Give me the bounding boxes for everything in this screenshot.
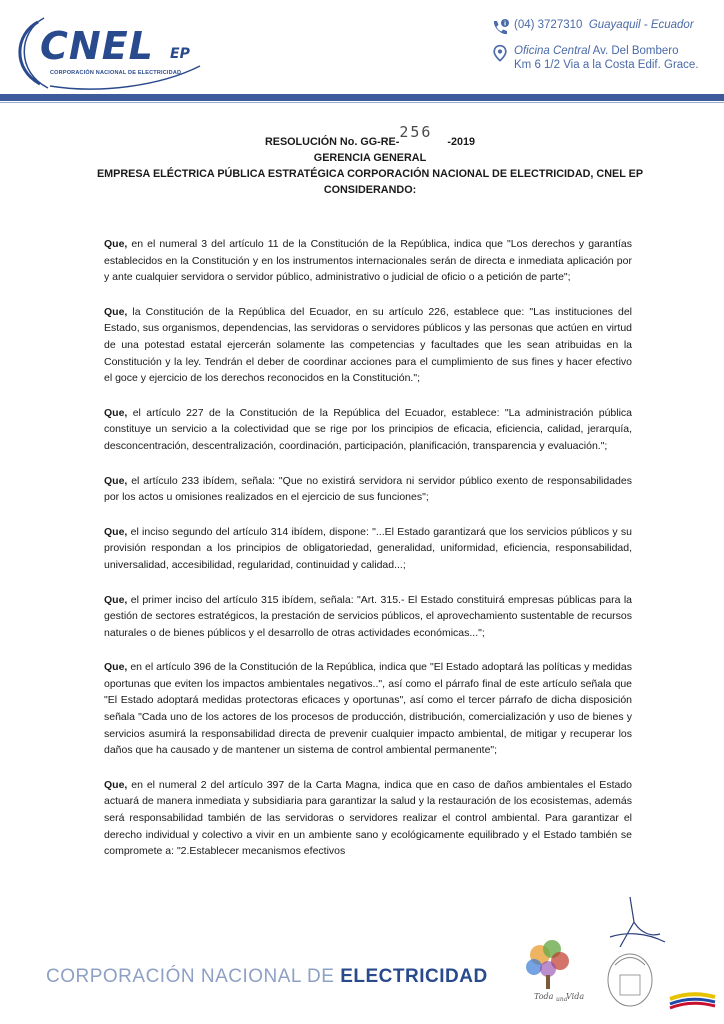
office-label: Oficina Central — [514, 45, 591, 57]
address-row — [490, 44, 720, 72]
paragraph: Que, la Constitución de la República del Ecuador, en su artículo 226, establece que: "Las instituciones del Estado, sus organismos, dependencias, las servidoras o servidores públicos y las personas que actúen en virtud de una potestad estatal ejercerán solamente las competencias y facultades que les sean atribuidas en la Constitución y la ley. Tendrán el deber de coordinar acciones para el cumplimiento de sus fines y hacer efectivo el goce y ejercicio de los derechos reconocidos en la Constitución."; — [104, 305, 632, 385]
logo-suffix: EP — [170, 46, 190, 62]
address-line-2: Km 6 1/2 Via a la Costa Edif. Grace. — [514, 59, 699, 71]
paragraph: Que, el primer inciso del artículo 315 ibídem, señala: "Art. 315.- El Estado constituirá empresas públicas para la gestión de sectores estratégicos, la prestación de servicios públicos, el aprovechamiento sustentable de recursos naturales o de bienes públicos y el desarrollo de otras actividades económicas..."; — [104, 593, 632, 639]
paragraph: Que, en el numeral 2 del artículo 397 de la Carta Magna, indica que en caso de daños ambientales el Estado actuará de manera inmediata y subsidiaria para garantizar la salud y la restauración de los ecosistemas, además será responsabilidad también de las servidoras o servidores realizar el control ambiental. Para garantizar el derecho individual y colectivo a vivir en un ambiente sano y ecológicamente equilibrado y el Estado también se compromete a: "2.Establecer mecanismos efectivos — [104, 778, 632, 858]
logo-subtitle: CORPORACIÓN NACIONAL DE ELECTRICIDAD — [50, 70, 182, 76]
cnel-logo — [10, 14, 210, 94]
title-line-4: CONSIDERANDO: — [323, 184, 417, 196]
emblem-text-1: Toda — [534, 992, 554, 1001]
address-line-1: Av. Del Bombero — [592, 45, 679, 57]
paragraph: Que, el artículo 233 ibídem, señala: "Que no existirá servidora ni servidor público exento de responsabilidades por los actos u omisiones realizados en el ejercicio de sus funciones"; — [104, 474, 632, 504]
phone-number: (04) 3727310 — [514, 19, 583, 31]
footer-text-bold: ELECTRICIDAD — [340, 966, 488, 987]
phone-icon — [490, 18, 510, 38]
header-divider — [0, 94, 724, 101]
phone-row — [490, 18, 720, 38]
title-line-3: EMPRESA ELÉCTRICA PÚBLICA ESTRATÉGICA CORPORACIÓN NACIONAL DE ELECTRICIDAD, CNEL EP — [96, 168, 644, 180]
svg-text:i: i — [503, 20, 507, 28]
resolution-number-line — [70, 123, 670, 150]
title-line-2: GERENCIA GENERAL — [313, 152, 427, 164]
resolution-suffix: -2019 — [447, 136, 476, 148]
document-body — [104, 236, 632, 878]
resolution-prefix: RESOLUCIÓN No. GG-RE- — [264, 136, 400, 148]
logo-wordmark: CNEL — [40, 24, 154, 68]
footer-wordmark — [46, 966, 488, 988]
emblem-text-2: una — [556, 996, 568, 1003]
resolution-number: 256 — [399, 123, 433, 141]
contact-info — [490, 18, 720, 78]
toda-una-vida-emblem-icon — [520, 935, 720, 1015]
location-pin-icon — [490, 44, 510, 64]
header-divider-thin — [0, 102, 724, 103]
emblem-text-3: Vida — [566, 992, 585, 1001]
city-label: Guayaquil - Ecuador — [588, 19, 694, 31]
footer-text-light: CORPORACIÓN NACIONAL DE — [46, 966, 341, 987]
paragraph: Que, en el numeral 3 del artículo 11 de la Constitución de la República, indica que "Los derechos y garantías establecidos en la Constitución y en los instrumentos internacionales serán de directa e inmediata aplicación por y ante cualquier servidora o servidor público, administrativo o judicial de oficio o a petición de parte"; — [104, 238, 632, 284]
paragraph: Que, el artículo 227 de la Constitución de la República del Ecuador, establece: "La administración pública constituye un servicio a la colectividad que se rige por los principios de eficacia, eficiencia, calidad, jerarquía, desconcentración, descentralización, coordinación, participación, planificación, transparencia y evaluación."; — [104, 406, 632, 452]
resolution-title-block — [70, 123, 670, 198]
paragraph: Que, en el artículo 396 de la Constitución de la República, indica que "El Estado adoptará las políticas y medidas oportunas que eviten los impactos ambientales negativos..", así como el párrafo final de este artículo señala que "El Estado adoptará medidas protectoras eficaces y oportunas", así como el tercer párrafo de dicha disposición señala "Cada uno de los actores de los procesos de producción, distribución, comercialización y uso de bienes y servicios asumirá la responsabilidad directa de prevenir cualquier impacto ambiental, de mitigar y recuperar los daños que ha causado y de mantener un sistema de control ambiental permanente"; — [104, 661, 632, 757]
paragraph: Que, el inciso segundo del artículo 314 ibídem, dispone: "...El Estado garantizará que los servicios públicos y su provisión respondan a los principios de obligatoriedad, generalidad, uniformidad, eficiencia, responsabilidad, universalidad, accesibilidad, regularidad, continuidad y calidad...; — [104, 525, 632, 571]
